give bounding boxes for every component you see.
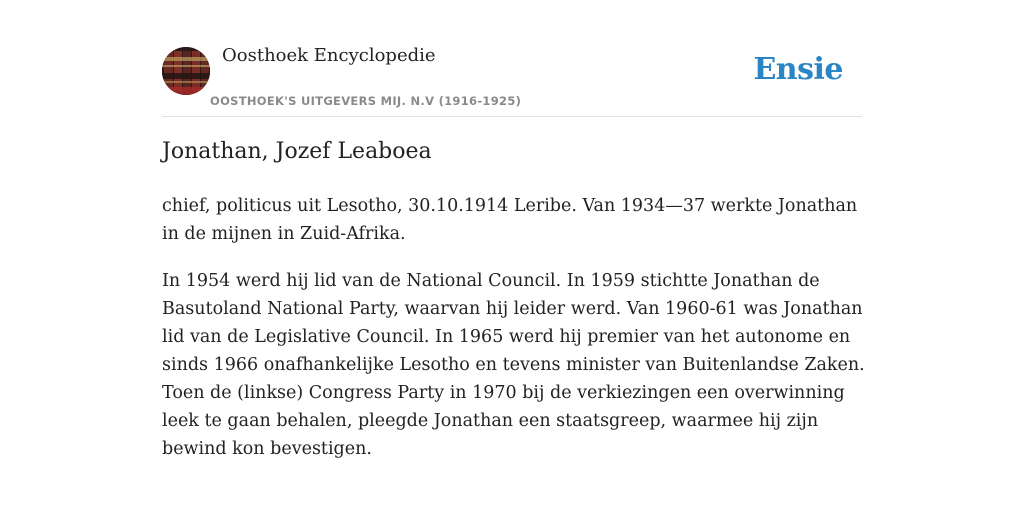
site-name[interactable]: Oosthoek Encyclopedie bbox=[222, 45, 436, 66]
article-paragraph: In 1954 werd hij lid van de National Council. In 1959 stichtte Jonathan de Basutoland National Party, waarvan hij leider werd. Van 1960-61 was Jonathan lid van de Legislative Council. In 1965 werd hij premier van het autonome en sinds 1966 onafhankelijke Lesotho en tevens minister van Buitenlandse Zaken. Toen de (linkse) Congress Party in 1970 bij de verkiezingen een overwinning leek te gaan behalen, pleegde Jonathan een staatsgreep, waarmee hij zijn bewind kon bevestigen. bbox=[162, 271, 865, 459]
avatar[interactable] bbox=[162, 47, 210, 95]
header bbox=[162, 0, 862, 117]
article-body bbox=[162, 192, 866, 482]
article-title: Jonathan, Jozef Leaboea bbox=[162, 139, 432, 164]
book-spines-icon bbox=[162, 47, 210, 95]
publisher-label: OOSTHOEK'S UITGEVERS MIJ. N.V (1916-1925) bbox=[210, 94, 522, 108]
article-paragraph: chief, politicus uit Lesotho, 30.10.1914 Leribe. Van 1934—37 werkte Jonathan in de mijnen in Zuid-Afrika. bbox=[162, 196, 858, 244]
ensie-logo[interactable]: Ensie bbox=[753, 52, 843, 87]
